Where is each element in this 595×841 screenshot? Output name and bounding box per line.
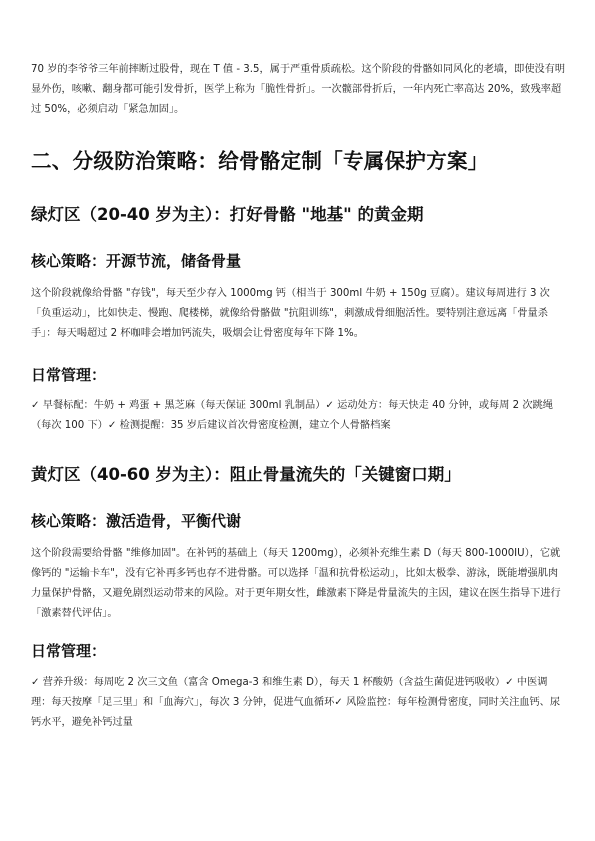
green-strategy-heading: 核心策略：开源节流，储备骨量 — [31, 252, 242, 270]
green-zone-heading: 绿灯区（20-40 岁为主）：打好骨骼 "地基" 的黄金期 — [31, 205, 424, 224]
yellow-strategy-heading: 核心策略：激活造骨，平衡代谢 — [31, 512, 242, 530]
green-daily-heading: 日常管理： — [31, 366, 107, 384]
yellow-strategy-paragraph: 这个阶段需要给骨骼 "维修加固"。在补钙的基础上（每天 1200mg），必须补充维生素 D（每天 800-1000IU），它就像钙的 "运输卡车"，没有它补再多钙也存不进骨骼。可以选择「温和抗骨松运动」，比如太极拳、游泳，既能增强肌肉力量保护骨骼，又避免剧烈运动带来的风险。对于更年期女性，雌激素下降是骨量流失的主因，建议在医生指导下进行「激素替代评估」。 — [31, 548, 561, 619]
intro-paragraph: 70 岁的李爷爷三年前摔断过股骨，现在 T 值 - 3.5，属于严重骨质疏松。这个阶段的骨骼如同风化的老墙，即使没有明显外伤，咳嗽、翻身都可能引发骨折，医学上称为「脆性骨折」。一次髋部骨折后，一年内死亡率高达 20%，致残率超过 50%，必须启动「紧急加固」。 — [31, 64, 566, 115]
yellow-zone-heading: 黄灯区（40-60 岁为主）：阻止骨量流失的「关键窗口期」 — [31, 465, 461, 484]
green-strategy-paragraph: 这个阶段就像给骨骼 "存钱"，每天至少存入 1000mg 钙（相当于 300ml 牛奶 + 150g 豆腐）。建议每周进行 3 次「负重运动」，比如快走、慢跑、爬楼梯，就像给骨骼做 "抗阻训练"，刺激成骨细胞活性。要特别注意远离「骨量杀手」：每天喝超过 2 杯咖啡会增加钙流失，吸烟会让骨密度每年下降 1%。 — [31, 288, 550, 339]
green-daily-paragraph: ✓ 早餐标配：牛奶 + 鸡蛋 + 黑芝麻（每天保证 300ml 乳制品）✓ 运动处方：每天快走 40 分钟，或每周 2 次跳绳（每次 100 下）✓ 检测提醒：35 岁后建议首次骨密度检测，建立个人骨骼档案 — [31, 400, 553, 431]
yellow-daily-heading: 日常管理： — [31, 642, 107, 660]
section-heading: 二、分级防治策略：给骨骼定制「专属保护方案」 — [31, 149, 489, 173]
yellow-daily-paragraph: ✓ 营养升级：每周吃 2 次三文鱼（富含 Omega-3 和维生素 D），每天 1 杯酸奶（含益生菌促进钙吸收）✓ 中医调理：每天按摩「足三里」和「血海穴」，每次 3 分钟，促进气血循环✓ 风险监控：每年检测骨密度，同时关注血钙、尿钙水平，避免补钙过量 — [31, 677, 561, 728]
